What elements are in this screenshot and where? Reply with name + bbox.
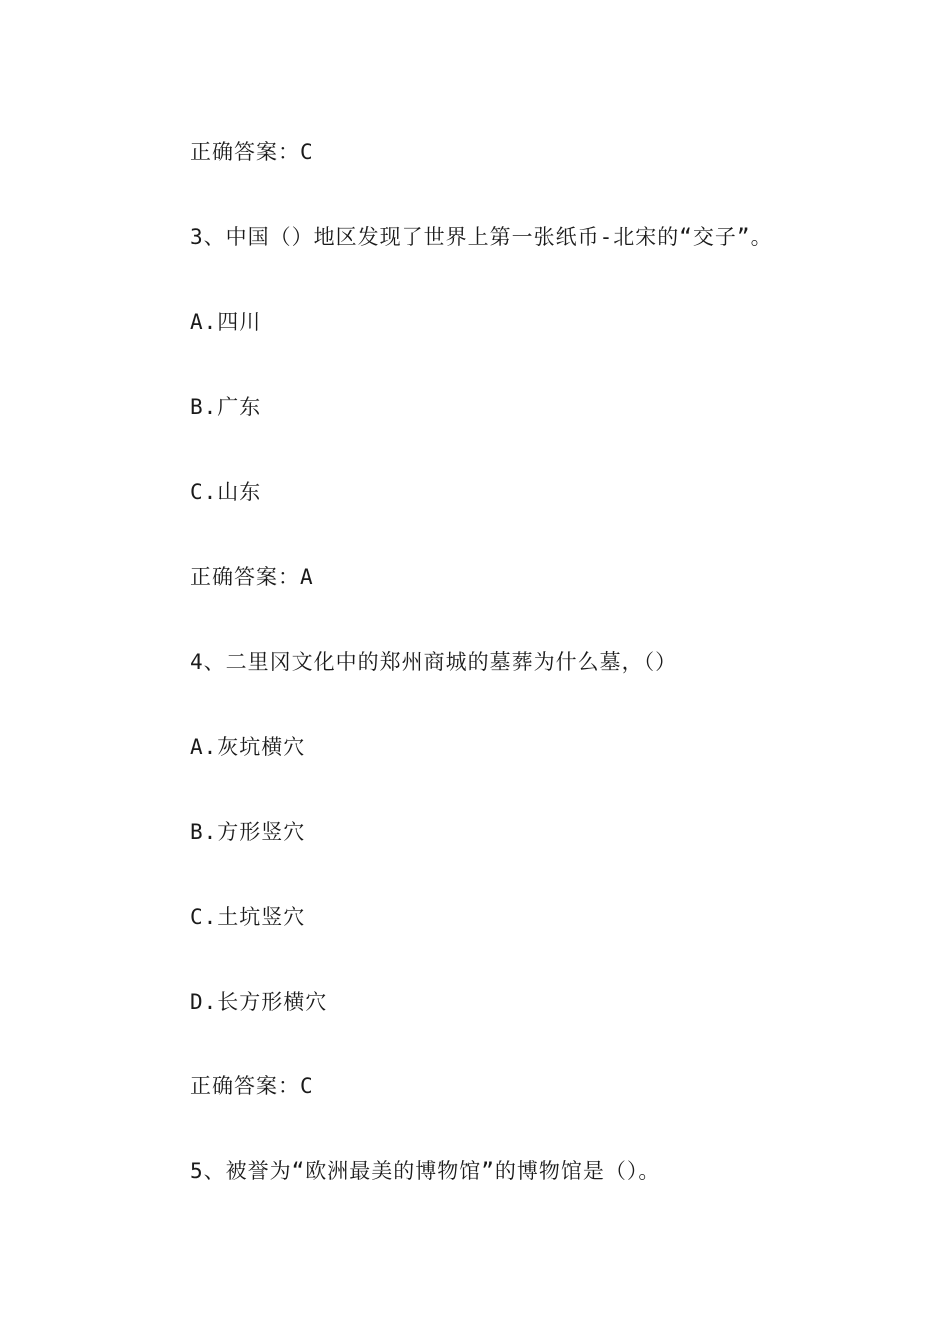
question-4: 4、二里冈文化中的郑州商城的墓葬为什么墓，（）: [190, 650, 678, 674]
q4-option-c: C.土坑竖穴: [190, 905, 306, 929]
q3-option-b: B.广东: [190, 395, 262, 419]
question-3: 3、中国（）地区发现了世界上第一张纸币-北宋的“交子”。: [190, 225, 773, 249]
q4-option-a: A.灰坑横穴: [190, 735, 306, 759]
q3-option-a: A.四川: [190, 310, 262, 334]
q4-option-d: D.长方形横穴: [190, 990, 328, 1014]
q3-option-c: C.山东: [190, 480, 262, 504]
answer-line-q4: 正确答案：C: [190, 1074, 314, 1098]
answer-line-q3: 正确答案：A: [190, 565, 314, 589]
q4-option-b: B.方形竖穴: [190, 820, 306, 844]
question-5: 5、被誉为“欧洲最美的博物馆”的博物馆是（）。: [190, 1159, 661, 1183]
answer-line-q2: 正确答案：C: [190, 140, 314, 164]
